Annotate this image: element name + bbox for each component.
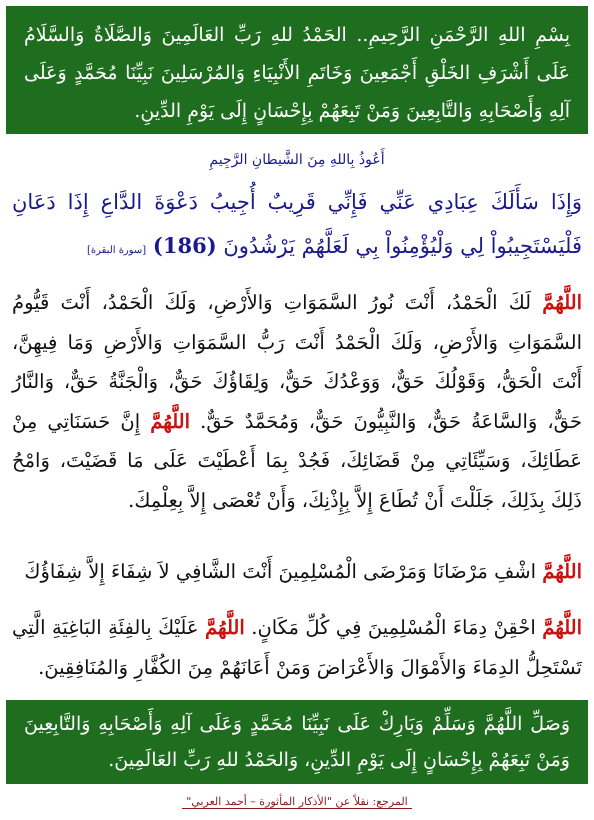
allahumma-label: اللَّهُمَّ (150, 409, 191, 433)
opening-banner (6, 6, 588, 134)
supplication-text: لَكَ الْحَمْدُ، أَنْتَ نُورُ السَّمَوَاتِ وَالأَرْضِ، وَلَكَ الْحَمْدُ، أَنْتَ قَيُّومُ السَّمَوَاتِ وَالأَرْضِ، وَلَكَ الْحَمْدُ أَنْتَ رَبُّ السَّمَوَاتِ وَالأَرْضِ وَمَا فِيهِنَّ، أَنْتَ الْحَقُّ، وَقَوْلُكَ حَقٌّ، وَوَعْدُكَ حَقٌّ، وَلِقَاؤُكَ حَقٌّ، وَالْجَنَّةُ حَقٌّ، وَالنَّارُ حَقٌّ، وَالسَّاعَةُ حَقٌّ، وَالنَّبِيُّونَ حَقٌّ، وَمُحَمَّدٌ حَقٌّ. (12, 291, 582, 433)
quran-verse (12, 180, 582, 273)
supplication-text: احْقِنْ دِمَاءَ الْمُسْلِمِينَ فِي كُلِّ مَكَانٍ. (251, 616, 536, 639)
supplication-text: عَلَيْكَ بِالفِئَةِ البَاغِيَةِ الَّتِي تَسْتَحِلُّ الدِمَاءَ وَالأَمْوَالَ وَالأَعْرَاضَ وَمَنْ أَعَانَهُمْ مِنَ الكُفَّارِ وَالمُنَافِقِينَ. (12, 616, 582, 679)
verse-number: (186) (152, 233, 217, 258)
healing-supplication (12, 552, 582, 592)
allahumma-label: اللَّهُمَّ (542, 616, 583, 639)
supplication-text: إِنَّ حَسَنَاتِي مِنْ عَطَائِكَ، وَسَيِّئَاتِي مِنْ قَضَائِكَ، فَجُدْ بِمَا أَعْطَيْتَ عَلَى مَا قَضَيْتَ، وَامْحُ ذَلِكَ بِذَلِكَ، جَلَلْتَ أَنْ تُطَاعَ إِلاَّ بِإِذْنِكَ، وَأَنْ تُعْصَى إِلاَّ بِعِلْمِكَ. (12, 409, 582, 512)
reference-note (0, 795, 594, 808)
verse-text: وَإِذَا سَأَلَكَ عِبَادِي عَنِّي فَإِنِّي قَرِيبٌ أُجِيبُ دَعْوَةَ الدَّاعِ إِذَا دَعَانِ فَلْيَسْتَجِيبُواْ لِي وَلْيُؤْمِنُواْ بِي لَعَلَّهُمْ يَرْشُدُونَ (12, 190, 582, 258)
opening-text: بِسْمِ اللهِ الرَّحْمَنِ الرَّحِيمِ.. الحَمْدُ للهِ رَبِّ العَالَمِينَ وَالصَّلَاةُ وَالسَّلَامُ عَلَى أَشْرَفِ الخَلْقِ أَجْمَعِينَ وَخَاتَمِ الأَنْبِيَاءِ وَالمُرْسَلِينَ نَبِيِّنَا مُحَمَّدٍ وَعَلَى آلِهِ وَأَصْحَابِهِ وَالتَّابِعِينَ وَمَنْ تَبِعَهُمْ بِإِحْسَانٍ إِلَى يَوْمِ الدِّينِ. (24, 24, 570, 122)
supplication-text: اشْفِ مَرْضَانَا وَمَرْضَى الْمُسْلِمِينَ أَنْتَ الشَّافِي لاَ شِفَاءَ إِلاَّ شِفَاؤُكَ (24, 560, 537, 583)
isti-adha-line: أَعُوذُ بِاللهِ مِنَ الشَّيطانِ الرَّجِيمِ (209, 152, 385, 168)
allahumma-label: اللَّهُمَّ (542, 560, 582, 583)
surah-name: [سورة البقرة] (86, 245, 147, 256)
reference-text: المرجع: نقلاً عن "الأذكار المأثورة – أحمد العربي" (182, 795, 412, 809)
closing-text: وَصَلِّ اللَّهُمَّ وَسَلِّمْ وَبَارِكْ عَلَى نَبِيِّنَا مُحَمَّدٍ وَعَلَى آلِهِ وَأَصْحَابِهِ وَالتَّابِعِينَ وَمَنْ تَبِعَهُمْ بِإِحْسَانٍ إِلَى يَوْمِ الدِّينِ، وَالحَمْدُ للهِ رَبِّ العَالَمِينَ. (24, 713, 570, 771)
main-supplication (12, 283, 582, 520)
protection-supplication (12, 608, 582, 688)
allahumma-label: اللَّهُمَّ (542, 291, 583, 314)
closing-banner (6, 700, 588, 784)
allahumma-label: اللَّهُمَّ (205, 616, 245, 639)
